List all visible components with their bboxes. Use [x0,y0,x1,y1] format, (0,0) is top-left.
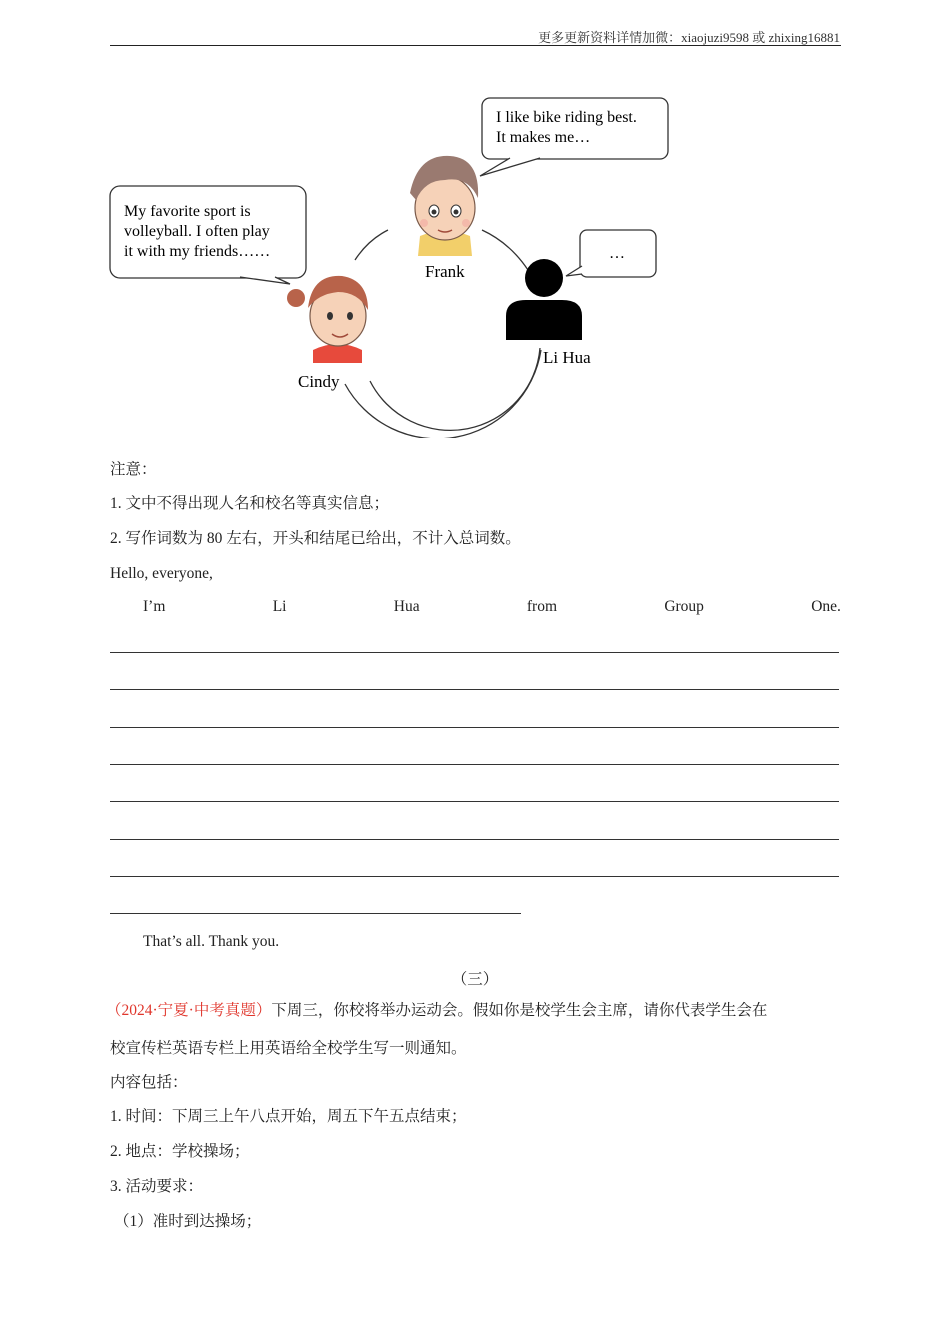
lihua-name: Li Hua [543,348,591,367]
content-item-3: 3. 活动要求： [110,1178,204,1195]
frank-name: Frank [425,262,465,281]
opening-word: One. [811,598,841,615]
circle-arc-full [345,350,541,438]
frank-bubble-line-2: It makes me… [496,129,591,146]
cindy-bubble-line-3: it with my friends…… [124,243,271,260]
frank-avatar [410,156,478,256]
writing-line[interactable] [110,727,839,728]
source-tag: （2024·宁夏·中考真题） [106,1002,272,1019]
content-item-2: 2. 地点：学校操场； [110,1143,250,1160]
opening-word: from [526,598,558,615]
frank-bubble-line-1: I like bike riding best. [496,109,637,126]
writing-line[interactable] [110,839,839,840]
section-number: （三） [451,971,499,988]
section-prompt-line-2: 校宣传栏英语专栏上用英语给全校学生写一则通知。 [110,1040,467,1057]
notes-item-2: 2. 写作词数为 80 左右，开头和结尾已给出，不计入总词数。 [110,530,521,547]
essay-opening-line [110,598,841,616]
cindy-avatar [287,276,368,363]
notes-item-1: 1. 文中不得出现人名和校名等真实信息； [110,495,390,512]
lihua-silhouette-icon [506,259,582,340]
circle-arc-lower [370,348,540,430]
prompt-text: 下周三，你校将举办运动会。假如你是校学生会主席，请你代表学生会在 [271,1002,768,1019]
writing-line[interactable] [110,876,839,877]
lihua-bubble-text: … [609,245,625,262]
cindy-speech-bubble [110,186,306,284]
circle-arc-right [482,230,528,270]
opening-word: Hua [393,598,420,615]
writing-line[interactable] [110,913,521,914]
essay-closing: That’s all. Thank you. [143,933,280,950]
content-item-1: 1. 时间：下周三上午八点开始，周五下午五点结束； [110,1108,467,1125]
writing-line[interactable] [110,801,839,802]
section-prompt-line-1 [106,1001,767,1021]
frank-speech-bubble [480,98,668,176]
content-item-3-sub-1: （1）准时到达操场； [114,1213,262,1230]
cindy-name: Cindy [298,372,340,391]
essay-greeting: Hello, everyone, [110,565,213,582]
lihua-speech-bubble [566,230,656,277]
notes-title: 注意： [110,461,157,478]
writing-line[interactable] [110,652,839,653]
opening-word: Li [272,598,287,615]
cindy-bubble-line-2: volleyball. I often play [124,223,270,240]
content-title: 内容包括： [110,1074,188,1091]
speaker-circle-figure [100,88,700,438]
header-note: 更多更新资料详情加微：xiaojuzi9598 或 zhixing16881 [538,30,840,45]
opening-word: I’m [143,598,166,615]
cindy-bubble-line-1: My favorite sport is [124,203,251,220]
circle-arc-left [355,230,388,260]
writing-line[interactable] [110,689,839,690]
writing-line[interactable] [110,764,839,765]
opening-word: Group [664,598,704,615]
header-rule [110,45,841,46]
